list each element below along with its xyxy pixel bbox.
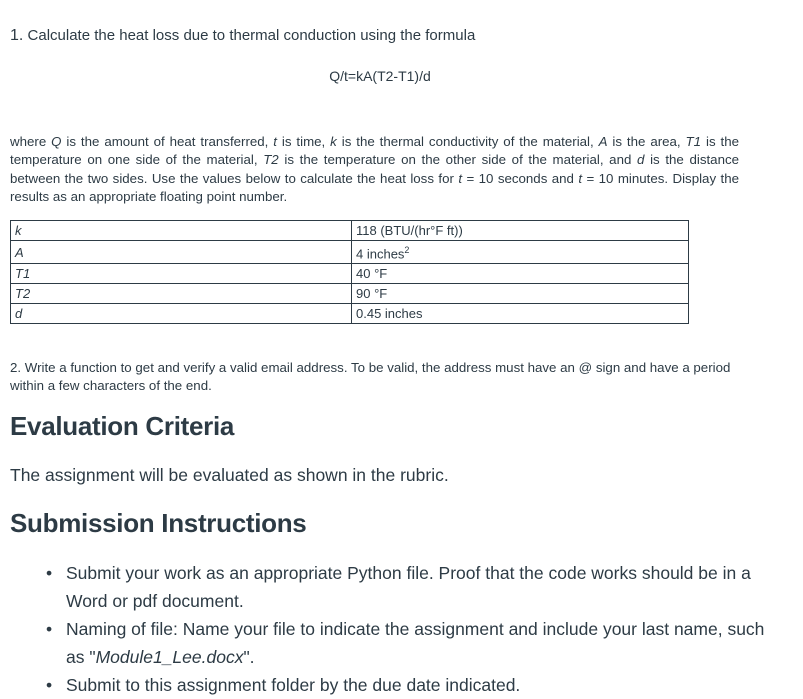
bullet-icon: • (46, 563, 53, 583)
description-text: is the amount of heat transferred, (61, 134, 274, 149)
file-name-example: Module1_Lee.docx (95, 647, 244, 667)
list-item-text: Naming of file: Name your file to indicate the assignment and include your last name, such as " (66, 619, 765, 667)
value-text: 118 (BTU/(hr°F ft)) (356, 223, 463, 238)
variable-symbol: d (637, 152, 645, 168)
value-text: 4 inches (356, 246, 405, 262)
list-item-text: Submit to this assignment folder by the due date indicated. (66, 675, 521, 695)
evaluation-heading: Evaluation Criteria (10, 411, 235, 441)
variable-symbol: T1 (685, 134, 702, 149)
list-item (46, 671, 766, 699)
list-item (46, 559, 766, 615)
value-cell (352, 264, 689, 284)
question-1-text: Calculate the heat loss due to thermal conduction using the formula (27, 27, 476, 44)
variable-cell: T1 (11, 264, 352, 284)
value-superscript: 2 (404, 245, 410, 255)
value-cell (352, 304, 689, 324)
question-1-number: 1. (10, 27, 24, 44)
variable-cell: A (11, 241, 352, 264)
values-table (10, 220, 689, 324)
value-text: 90 °F (356, 286, 388, 302)
list-item-text: Submit your work as an appropriate Python file. Proof that the code works should be in a Word or pdf document. (66, 563, 751, 611)
description-text: is the temperature on the other side of the material, and (278, 152, 638, 168)
value-text: 40 °F (356, 266, 388, 282)
bullet-icon: • (46, 619, 53, 639)
value-text: 0.45 inches (356, 306, 423, 322)
table-row (11, 284, 689, 304)
variable-symbol: Q (51, 134, 62, 149)
table-row (11, 304, 689, 324)
table-row (11, 264, 689, 284)
table-row (11, 241, 689, 264)
variable-symbol: t (578, 170, 583, 186)
table-row (11, 221, 689, 241)
list-item (46, 615, 766, 671)
description-text: = 10 minutes. Display the results as an appropriate floating point number. (10, 170, 739, 204)
variable-symbol: T2 (263, 152, 279, 168)
submission-heading: Submission Instructions (10, 508, 307, 538)
variable-symbol: t (273, 134, 277, 149)
variable-cell: k (11, 221, 352, 241)
description-text: is the thermal conductivity of the material, (336, 134, 599, 149)
variable-cell: d (11, 304, 352, 324)
value-cell (352, 221, 689, 241)
variable-cell: T2 (11, 284, 352, 304)
value-cell (352, 241, 689, 264)
submission-list (46, 559, 766, 699)
list-item-suffix: ". (243, 647, 255, 667)
description-text: = 10 seconds and (462, 170, 579, 186)
variable-symbol: t (458, 170, 463, 186)
description-text: is the area, (607, 134, 686, 149)
formula: Q/t=kA(T2-T1)/d (329, 68, 431, 84)
description-text: is the distance between the two sides. Use the values below to calculate the heat loss for (10, 152, 740, 186)
evaluation-text: The assignment will be evaluated as shown in the rubric. (10, 465, 449, 485)
description-text: is time, (277, 134, 331, 149)
variable-symbol: A (598, 134, 608, 149)
variable-symbol: k (330, 134, 337, 149)
question-2: 2. Write a function to get and verify a valid email address. To be valid, the address must have an @ sign and have a period within a few characters of the end. (10, 360, 731, 393)
variable-description (10, 133, 739, 206)
value-cell (352, 284, 689, 304)
question-1 (10, 27, 475, 45)
bullet-icon: • (46, 675, 53, 695)
description-text: where (10, 134, 52, 149)
description-text: is the temperature on one side of the material, (10, 134, 739, 168)
